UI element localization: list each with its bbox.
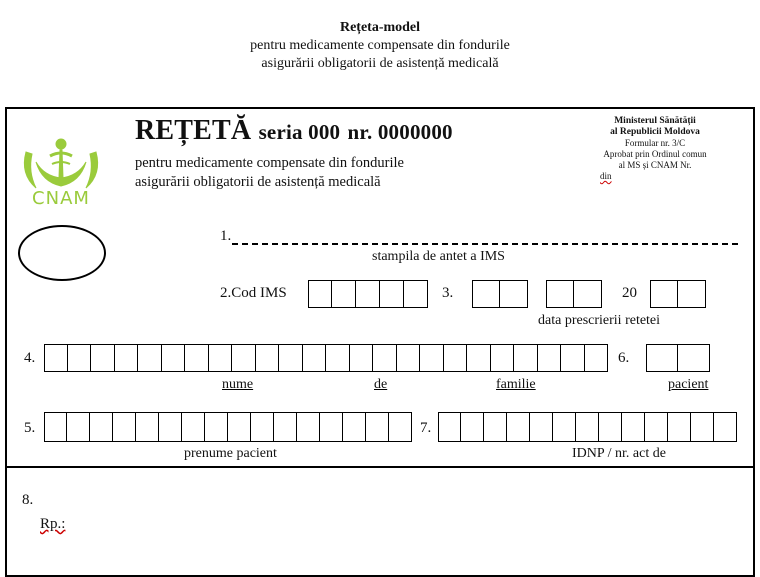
field6-box[interactable] (678, 344, 710, 372)
field6-number: 6. (618, 350, 630, 366)
date-month-box[interactable] (546, 280, 574, 308)
idnp-box[interactable] (645, 412, 668, 442)
field4-number: 4. (24, 350, 36, 366)
date-month-box[interactable] (574, 280, 602, 308)
stamp-oval (18, 225, 106, 281)
date-year-prefix: 20 (622, 285, 637, 301)
field6-boxes[interactable] (646, 344, 710, 372)
surname-box[interactable] (232, 344, 256, 372)
ministry-block (570, 116, 740, 182)
caption-word-2: de (374, 377, 388, 392)
form-divider (5, 466, 755, 468)
surname-box[interactable] (373, 344, 397, 372)
surname-box[interactable] (397, 344, 421, 372)
surname-box[interactable] (68, 344, 92, 372)
first-name-box[interactable] (67, 412, 90, 442)
first-name-box[interactable] (205, 412, 228, 442)
date-day-box[interactable] (500, 280, 528, 308)
ims-code-box[interactable] (356, 280, 380, 308)
ims-code-boxes[interactable] (308, 280, 428, 308)
first-name-box[interactable] (136, 412, 159, 442)
title-main: REȚETĂ (135, 115, 252, 146)
surname-box[interactable] (138, 344, 162, 372)
first-name-box[interactable] (389, 412, 412, 442)
surname-box[interactable] (279, 344, 303, 372)
first-name-boxes[interactable] (44, 412, 412, 442)
surname-box[interactable] (326, 344, 350, 372)
first-name-box[interactable] (44, 412, 67, 442)
surname-box[interactable] (162, 344, 186, 372)
field8-number: 8. (22, 492, 34, 508)
idnp-box[interactable] (576, 412, 599, 442)
first-name-box[interactable] (159, 412, 182, 442)
idnp-box[interactable] (691, 412, 714, 442)
surname-box[interactable] (185, 344, 209, 372)
field2-label: 2.Cod IMS (220, 285, 287, 301)
surname-box[interactable] (303, 344, 327, 372)
page-subtitle-line1: pentru medicamente compensate din fondurile (250, 38, 510, 53)
ministry-line1: Ministerul Sănătății (614, 116, 696, 126)
idnp-box[interactable] (507, 412, 530, 442)
first-name-box[interactable] (251, 412, 274, 442)
first-name-box[interactable] (366, 412, 389, 442)
ministry-line3: Formular nr. 3/C (624, 138, 686, 148)
logo-text: CNAM (32, 188, 90, 209)
first-name-box[interactable] (297, 412, 320, 442)
rp-label: Rp.: (40, 516, 66, 532)
idnp-box[interactable] (438, 412, 461, 442)
date-month-boxes[interactable] (546, 280, 602, 308)
first-name-box[interactable] (320, 412, 343, 442)
idnp-box[interactable] (714, 412, 737, 442)
page-subtitle-line2: asigurării obligatorii de asistență medicală (261, 56, 499, 71)
field5-number: 5. (24, 420, 36, 436)
surname-box[interactable] (44, 344, 68, 372)
field7-number: 7. (420, 420, 432, 436)
first-name-box[interactable] (113, 412, 136, 442)
ims-code-box[interactable] (380, 280, 404, 308)
field3-caption: data prescrierii retetei (538, 313, 661, 328)
surname-box[interactable] (491, 344, 515, 372)
surname-box[interactable] (585, 344, 609, 372)
surname-box[interactable] (561, 344, 585, 372)
field1-dashed-line[interactable] (232, 243, 738, 245)
surname-box[interactable] (350, 344, 374, 372)
idnp-box[interactable] (553, 412, 576, 442)
surname-box[interactable] (514, 344, 538, 372)
first-name-box[interactable] (343, 412, 366, 442)
first-name-box[interactable] (274, 412, 297, 442)
field3-number: 3. (442, 285, 454, 301)
surname-box[interactable] (538, 344, 562, 372)
surname-box[interactable] (256, 344, 280, 372)
form-subtitle-line1: pentru medicamente compensate din fondurile (135, 155, 404, 171)
surname-box[interactable] (467, 344, 491, 372)
surname-boxes[interactable] (44, 344, 608, 372)
idnp-box[interactable] (461, 412, 484, 442)
date-day-box[interactable] (472, 280, 500, 308)
idnp-box[interactable] (599, 412, 622, 442)
field1-caption: stampila de antet a IMS (372, 249, 505, 264)
ministry-line6: din (600, 171, 612, 181)
surname-box[interactable] (420, 344, 444, 372)
surname-box[interactable] (444, 344, 468, 372)
ims-code-box[interactable] (404, 280, 428, 308)
ministry-line4: Aprobat prin Ordinul comun (603, 149, 707, 159)
idnp-box[interactable] (622, 412, 645, 442)
ims-code-box[interactable] (332, 280, 356, 308)
surname-box[interactable] (115, 344, 139, 372)
field6-box[interactable] (646, 344, 678, 372)
caption-word-1: nume (222, 377, 254, 392)
idnp-box[interactable] (484, 412, 507, 442)
first-name-box[interactable] (90, 412, 113, 442)
idnp-box[interactable] (668, 412, 691, 442)
ministry-line2: al Republicii Moldova (610, 127, 700, 137)
idnp-box[interactable] (530, 412, 553, 442)
idnp-boxes[interactable] (438, 412, 737, 442)
cnam-logo (16, 122, 106, 212)
field7-caption: IDNP / nr. act de (572, 446, 666, 461)
form-title (135, 115, 453, 147)
first-name-box[interactable] (182, 412, 205, 442)
ministry-line5: al MS și CNAM Nr. (618, 160, 692, 170)
surname-box[interactable] (209, 344, 233, 372)
title-series: seria 000 (258, 120, 341, 144)
field1-number: 1. (220, 228, 232, 244)
ims-code-box[interactable] (308, 280, 332, 308)
caption-word-4: pacient (668, 377, 709, 392)
surname-box[interactable] (91, 344, 115, 372)
title-number: nr. 0000000 (347, 120, 453, 144)
date-day-boxes[interactable] (472, 280, 528, 308)
ims-code-box-row[interactable] (308, 280, 428, 308)
form-subtitle-line2: asigurării obligatorii de asistență medicală (135, 174, 381, 190)
page-title: Rețeta-model (339, 20, 421, 35)
date-year-boxes[interactable] (650, 280, 706, 308)
date-year-box[interactable] (650, 280, 678, 308)
caption-word-3: familie (496, 377, 536, 392)
first-name-box[interactable] (228, 412, 251, 442)
field5-caption: prenume pacient (184, 446, 277, 461)
date-year-box[interactable] (678, 280, 706, 308)
